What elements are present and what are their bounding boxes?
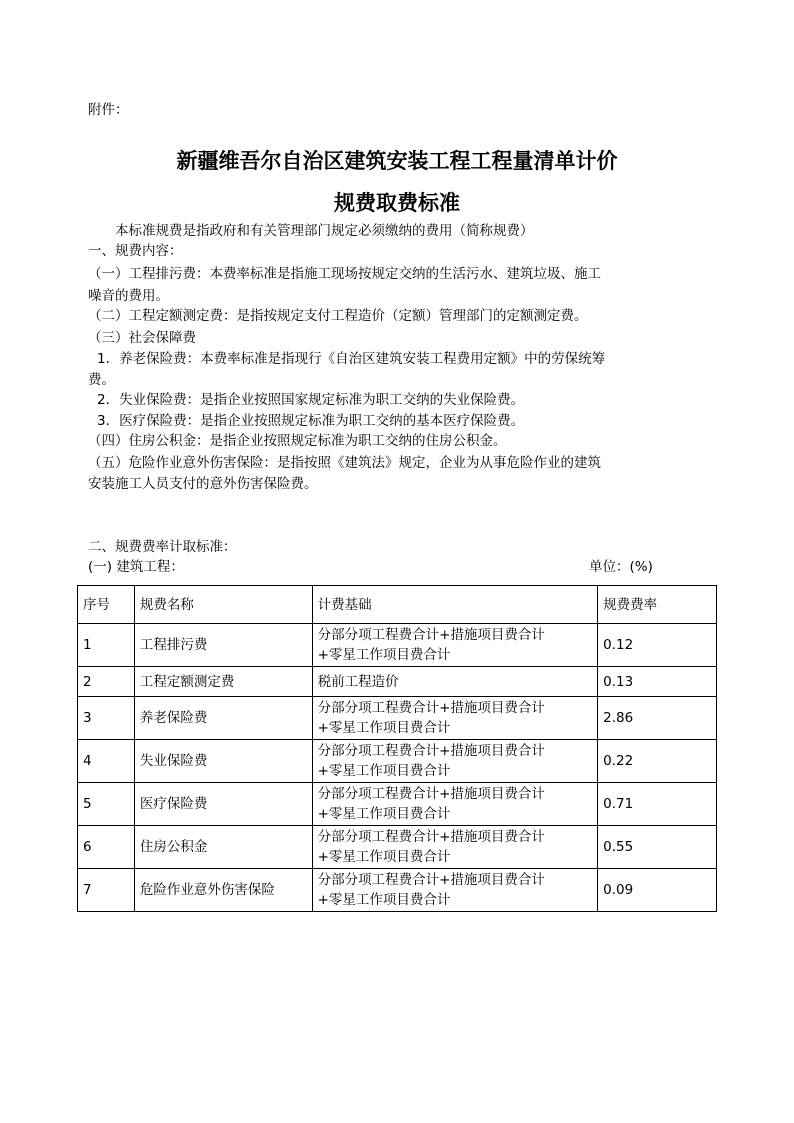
row-no: 1	[78, 624, 135, 667]
row-no: 7	[78, 869, 135, 912]
item-pension-line1: 1．养老保险费：本费率标准是指现行《自治区建筑安装工程费用定额》中的劳保统筹	[97, 351, 606, 367]
row-base	[312, 783, 598, 826]
item-accident-line2: 安装施工人员支付的意外伤害保险费。	[88, 476, 318, 492]
table-row	[78, 667, 717, 697]
row-name: 医疗保险费	[134, 783, 312, 826]
item-housing-fund: （四）住房公积金：是指企业按照规定标准为职工交纳的住房公积金。	[88, 433, 507, 449]
row-name: 住房公积金	[134, 826, 312, 869]
table-row	[78, 869, 717, 912]
row-name: 养老保险费	[134, 697, 312, 740]
row-no: 6	[78, 826, 135, 869]
row-base	[312, 826, 598, 869]
row-base-line2: +零星工作项目费合计	[317, 806, 451, 822]
row-base-line2: +零星工作项目费合计	[317, 647, 451, 663]
item-social-security: （三）社会保障费	[88, 330, 196, 346]
document-subtitle: 规费取费标准	[334, 190, 460, 215]
row-name: 工程定额测定费	[134, 667, 312, 697]
document-title: 新疆维吾尔自治区建筑安装工程工程量清单计价	[176, 148, 618, 173]
row-base-line2: +零星工作项目费合计	[317, 720, 451, 736]
section2-heading: 二、规费费率计取标准：	[88, 539, 237, 555]
header-no: 序号	[78, 586, 135, 624]
row-name: 工程排污费	[134, 624, 312, 667]
row-base-line2: +零星工作项目费合计	[317, 892, 451, 908]
row-base	[312, 624, 598, 667]
row-base-line1: 分部分项工程费合计+措施项目费合计	[317, 786, 545, 802]
row-base	[312, 697, 598, 740]
item-pension-line2: 费。	[88, 372, 115, 388]
row-base-line2: +零星工作项目费合计	[317, 763, 451, 779]
table-header-row	[78, 586, 717, 624]
table-row	[78, 697, 717, 740]
row-rate: 2.86	[598, 697, 717, 740]
row-base-line1: 分部分项工程费合计+措施项目费合计	[317, 700, 545, 716]
unit-label: 单位：(%)	[589, 559, 653, 575]
row-no: 5	[78, 783, 135, 826]
row-base	[312, 667, 598, 697]
row-no: 3	[78, 697, 135, 740]
row-base-line2: +零星工作项目费合计	[317, 849, 451, 865]
item-sewage-line2: 噪音的费用。	[88, 288, 169, 304]
table-row	[78, 740, 717, 783]
header-name: 规费名称	[134, 586, 312, 624]
row-no: 2	[78, 667, 135, 697]
table-row	[78, 783, 717, 826]
intro-paragraph: 本标准规费是指政府和有关管理部门规定必须缴纳的费用（简称规费）	[115, 223, 534, 239]
row-base-line1: 税前工程造价	[317, 673, 399, 690]
row-name: 失业保险费	[134, 740, 312, 783]
row-name: 危险作业意外伤害保险	[134, 869, 312, 912]
row-base-line1: 分部分项工程费合计+措施项目费合计	[317, 627, 545, 643]
item-sewage-line1: （一）工程排污费：本费率标准是指施工现场按规定交纳的生活污水、建筑垃圾、施工	[88, 266, 601, 282]
section1-heading: 一、规费内容：	[88, 243, 183, 259]
item-medical: 3．医疗保险费：是指企业按照规定标准为职工交纳的基本医疗保险费。	[97, 413, 525, 429]
header-rate: 规费费率	[598, 586, 717, 624]
row-base-line1: 分部分项工程费合计+措施项目费合计	[317, 872, 545, 888]
fee-rate-table	[77, 585, 717, 912]
table-row	[78, 826, 717, 869]
row-base	[312, 869, 598, 912]
subsection-construction: (一) 建筑工程：	[88, 559, 184, 575]
row-rate: 0.71	[598, 783, 717, 826]
row-base	[312, 740, 598, 783]
row-rate: 0.13	[598, 667, 717, 697]
table-row	[78, 624, 717, 667]
row-rate: 0.12	[598, 624, 717, 667]
row-rate: 0.22	[598, 740, 717, 783]
header-base: 计费基础	[312, 586, 598, 624]
item-accident-line1: （五）危险作业意外伤害保险：是指按照《建筑法》规定，企业为从事危险作业的建筑	[88, 455, 601, 471]
attachment-label: 附件：	[88, 102, 129, 118]
row-base-line1: 分部分项工程费合计+措施项目费合计	[317, 743, 545, 759]
item-unemployment: 2．失业保险费：是指企业按照国家规定标准为职工交纳的失业保险费。	[97, 392, 525, 408]
item-quota-fee: （二）工程定额测定费：是指按规定支付工程造价（定额）管理部门的定额测定费。	[88, 308, 588, 324]
row-rate: 0.09	[598, 869, 717, 912]
row-no: 4	[78, 740, 135, 783]
row-base-line1: 分部分项工程费合计+措施项目费合计	[317, 829, 545, 845]
row-rate: 0.55	[598, 826, 717, 869]
